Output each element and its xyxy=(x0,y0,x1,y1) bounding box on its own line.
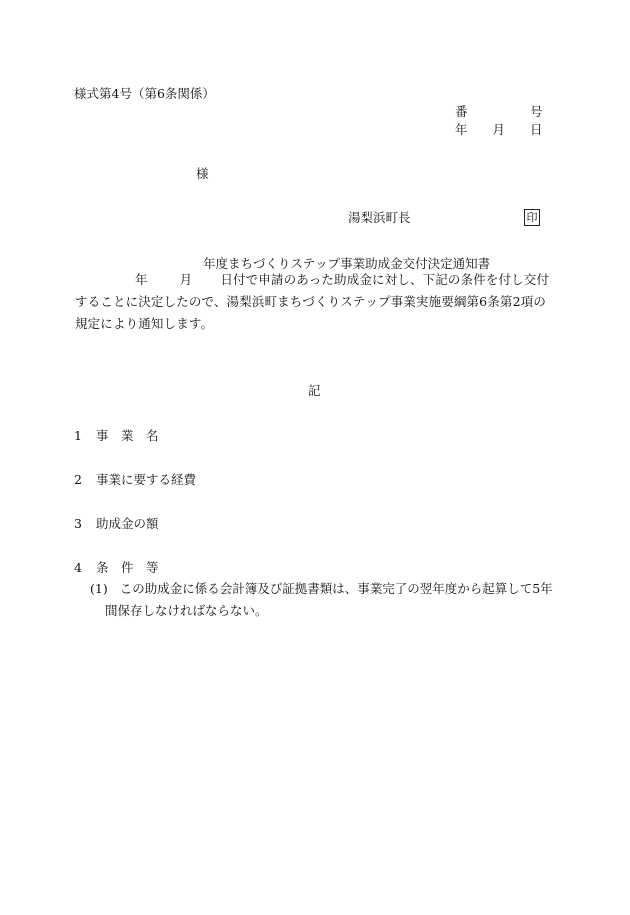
item-label: 条 件 等 xyxy=(95,560,159,575)
item-label: 事 業 名 xyxy=(95,428,159,443)
item-number: 4 xyxy=(74,560,82,575)
seal-mark: 印 xyxy=(524,209,540,226)
item-label: 助成金の額 xyxy=(95,516,159,531)
form-number: 様式第4号（第6条関係） xyxy=(74,86,215,101)
condition-1 xyxy=(90,578,565,622)
body-month: 月 xyxy=(179,272,193,287)
item-number: 2 xyxy=(74,472,82,487)
document-title: 年度まちづくりステップ事業助成金交付決定通知書 xyxy=(203,256,491,271)
body-paragraph xyxy=(75,269,555,335)
item-1 xyxy=(74,428,158,444)
condition-number: (1) xyxy=(90,581,108,596)
body-text: 日付で申請のあった助成金に対し、下記の条件を付し交付することに決定したので、湯梨浜町まちづくりステップ事業実施要綱第6条第2項の規定により通知します。 xyxy=(75,272,550,331)
issue-date-label: 年 月 日 xyxy=(455,122,543,137)
document-number-label: 番 号 xyxy=(455,104,543,119)
sender-name: 湯梨浜町長 xyxy=(348,210,411,225)
ki-heading: 記 xyxy=(308,383,321,398)
item-number: 3 xyxy=(74,516,82,531)
condition-text: この助成金に係る会計簿及び証拠書類は、事業完了の翌年度から起算して5年間保存しなければならない。 xyxy=(105,581,553,618)
item-2 xyxy=(74,472,196,488)
item-4 xyxy=(74,560,158,576)
body-year: 年 xyxy=(135,272,148,287)
item-label: 事業に要する経費 xyxy=(95,472,196,487)
item-number: 1 xyxy=(74,428,82,443)
item-3 xyxy=(74,516,158,532)
addressee-suffix: 様 xyxy=(196,166,209,181)
